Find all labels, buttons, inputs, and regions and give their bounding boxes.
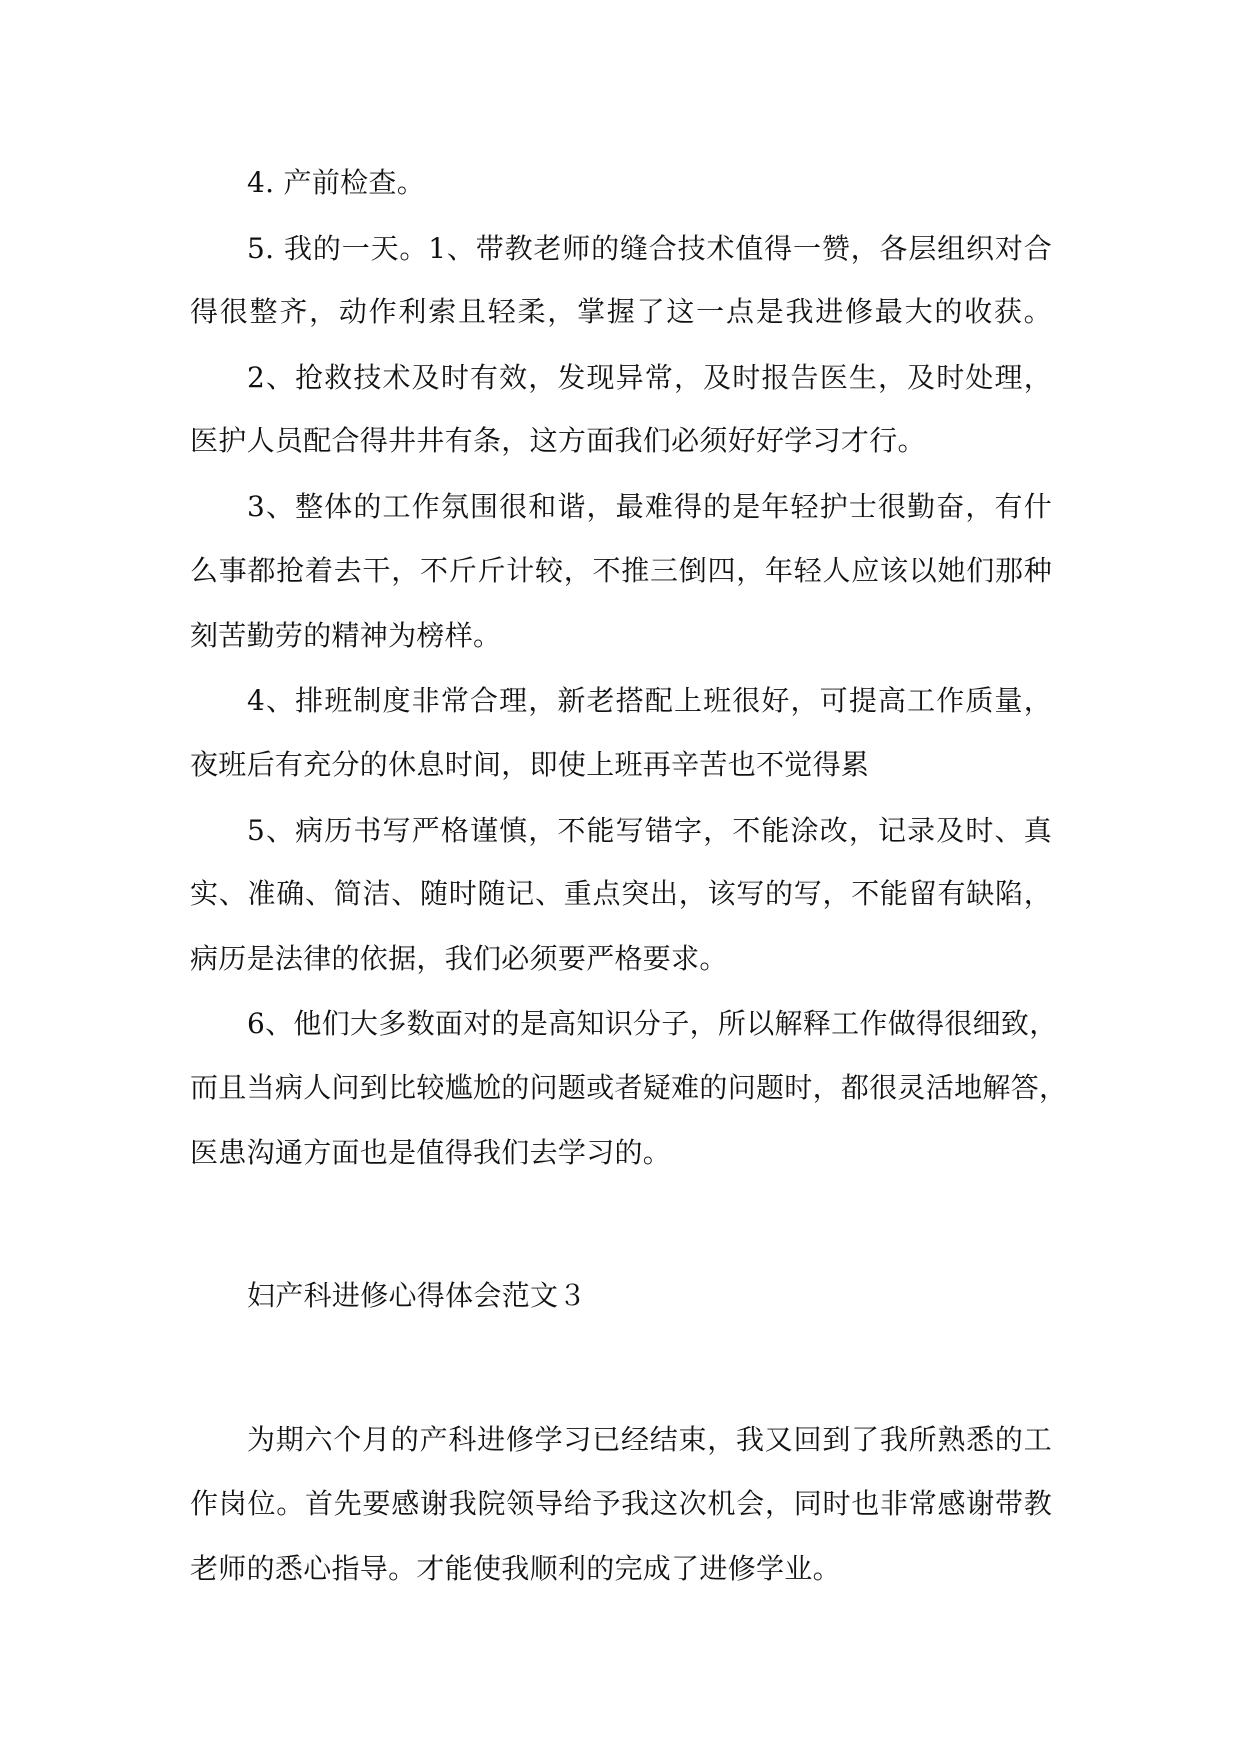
paragraph-item-3-line-3: 刻苦勤劳的精神为榜样。 (190, 619, 502, 652)
paragraph-intro-line-1: 为期六个月的产科进修学习已经结束，我又回到了我所熟悉的工 (247, 1423, 1052, 1456)
paragraph-item-2-line-2: 医护人员配合得井井有条，这方面我们必须好好学习才行。 (190, 424, 926, 457)
paragraph-my-day-line-2: 得很整齐，动作利索且轻柔，掌握了这一点是我进修最大的收获。 (190, 295, 1052, 328)
paragraph-item-4-line-1: 4、排班制度非常合理，新老搭配上班很好，可提高工作质量， (247, 684, 1052, 717)
paragraph-item-6-line-1: 6、他们大多数面对的是高知识分子，所以解释工作做得很细致， (247, 1007, 1058, 1040)
paragraph-item-6-line-3: 医患沟通方面也是值得我们去学习的。 (190, 1136, 672, 1169)
paragraph-item-4-line-2: 夜班后有充分的休息时间，即使上班再辛苦也不觉得累 (190, 748, 870, 781)
paragraph-item-2-line-1: 2、抢救技术及时有效，发现异常，及时报告医生，及时处理， (247, 361, 1052, 394)
list-item-prenatal-check: 4. 产前检查。 (247, 166, 426, 199)
paragraph-intro-line-2: 作岗位。首先要感谢我院领导给予我这次机会，同时也非常感谢带教 (190, 1487, 1052, 1520)
paragraph-item-5-line-3: 病历是法律的依据，我们必须要严格要求。 (190, 942, 728, 975)
paragraph-item-3-line-1: 3、整体的工作氛围很和谐，最难得的是年轻护士很勤奋，有什 (247, 490, 1052, 523)
paragraph-intro-line-3: 老师的悉心指导。才能使我顺利的完成了进修学业。 (190, 1552, 841, 1585)
paragraph-item-3-line-2: 么事都抢着去干，不斤斤计较，不推三倒四，年轻人应该以她们那种 (190, 554, 1052, 587)
paragraph-item-5-line-2: 实、准确、简洁、随时随记、重点突出，该写的写，不能留有缺陷， (190, 877, 1052, 910)
paragraph-my-day-line-1: 5. 我的一天。1、带教老师的缝合技术值得一赞，各层组织对合 (247, 232, 1052, 265)
paragraph-item-6-line-2: 而且当病人问到比较尴尬的问题或者疑难的问题时，都很灵活地解答， (190, 1071, 1068, 1104)
paragraph-item-5-line-1: 5、病历书写严格谨慎，不能写错字，不能涂改，记录及时、真 (247, 814, 1052, 847)
section-heading: 妇产科进修心得体会范文３ (247, 1279, 587, 1312)
